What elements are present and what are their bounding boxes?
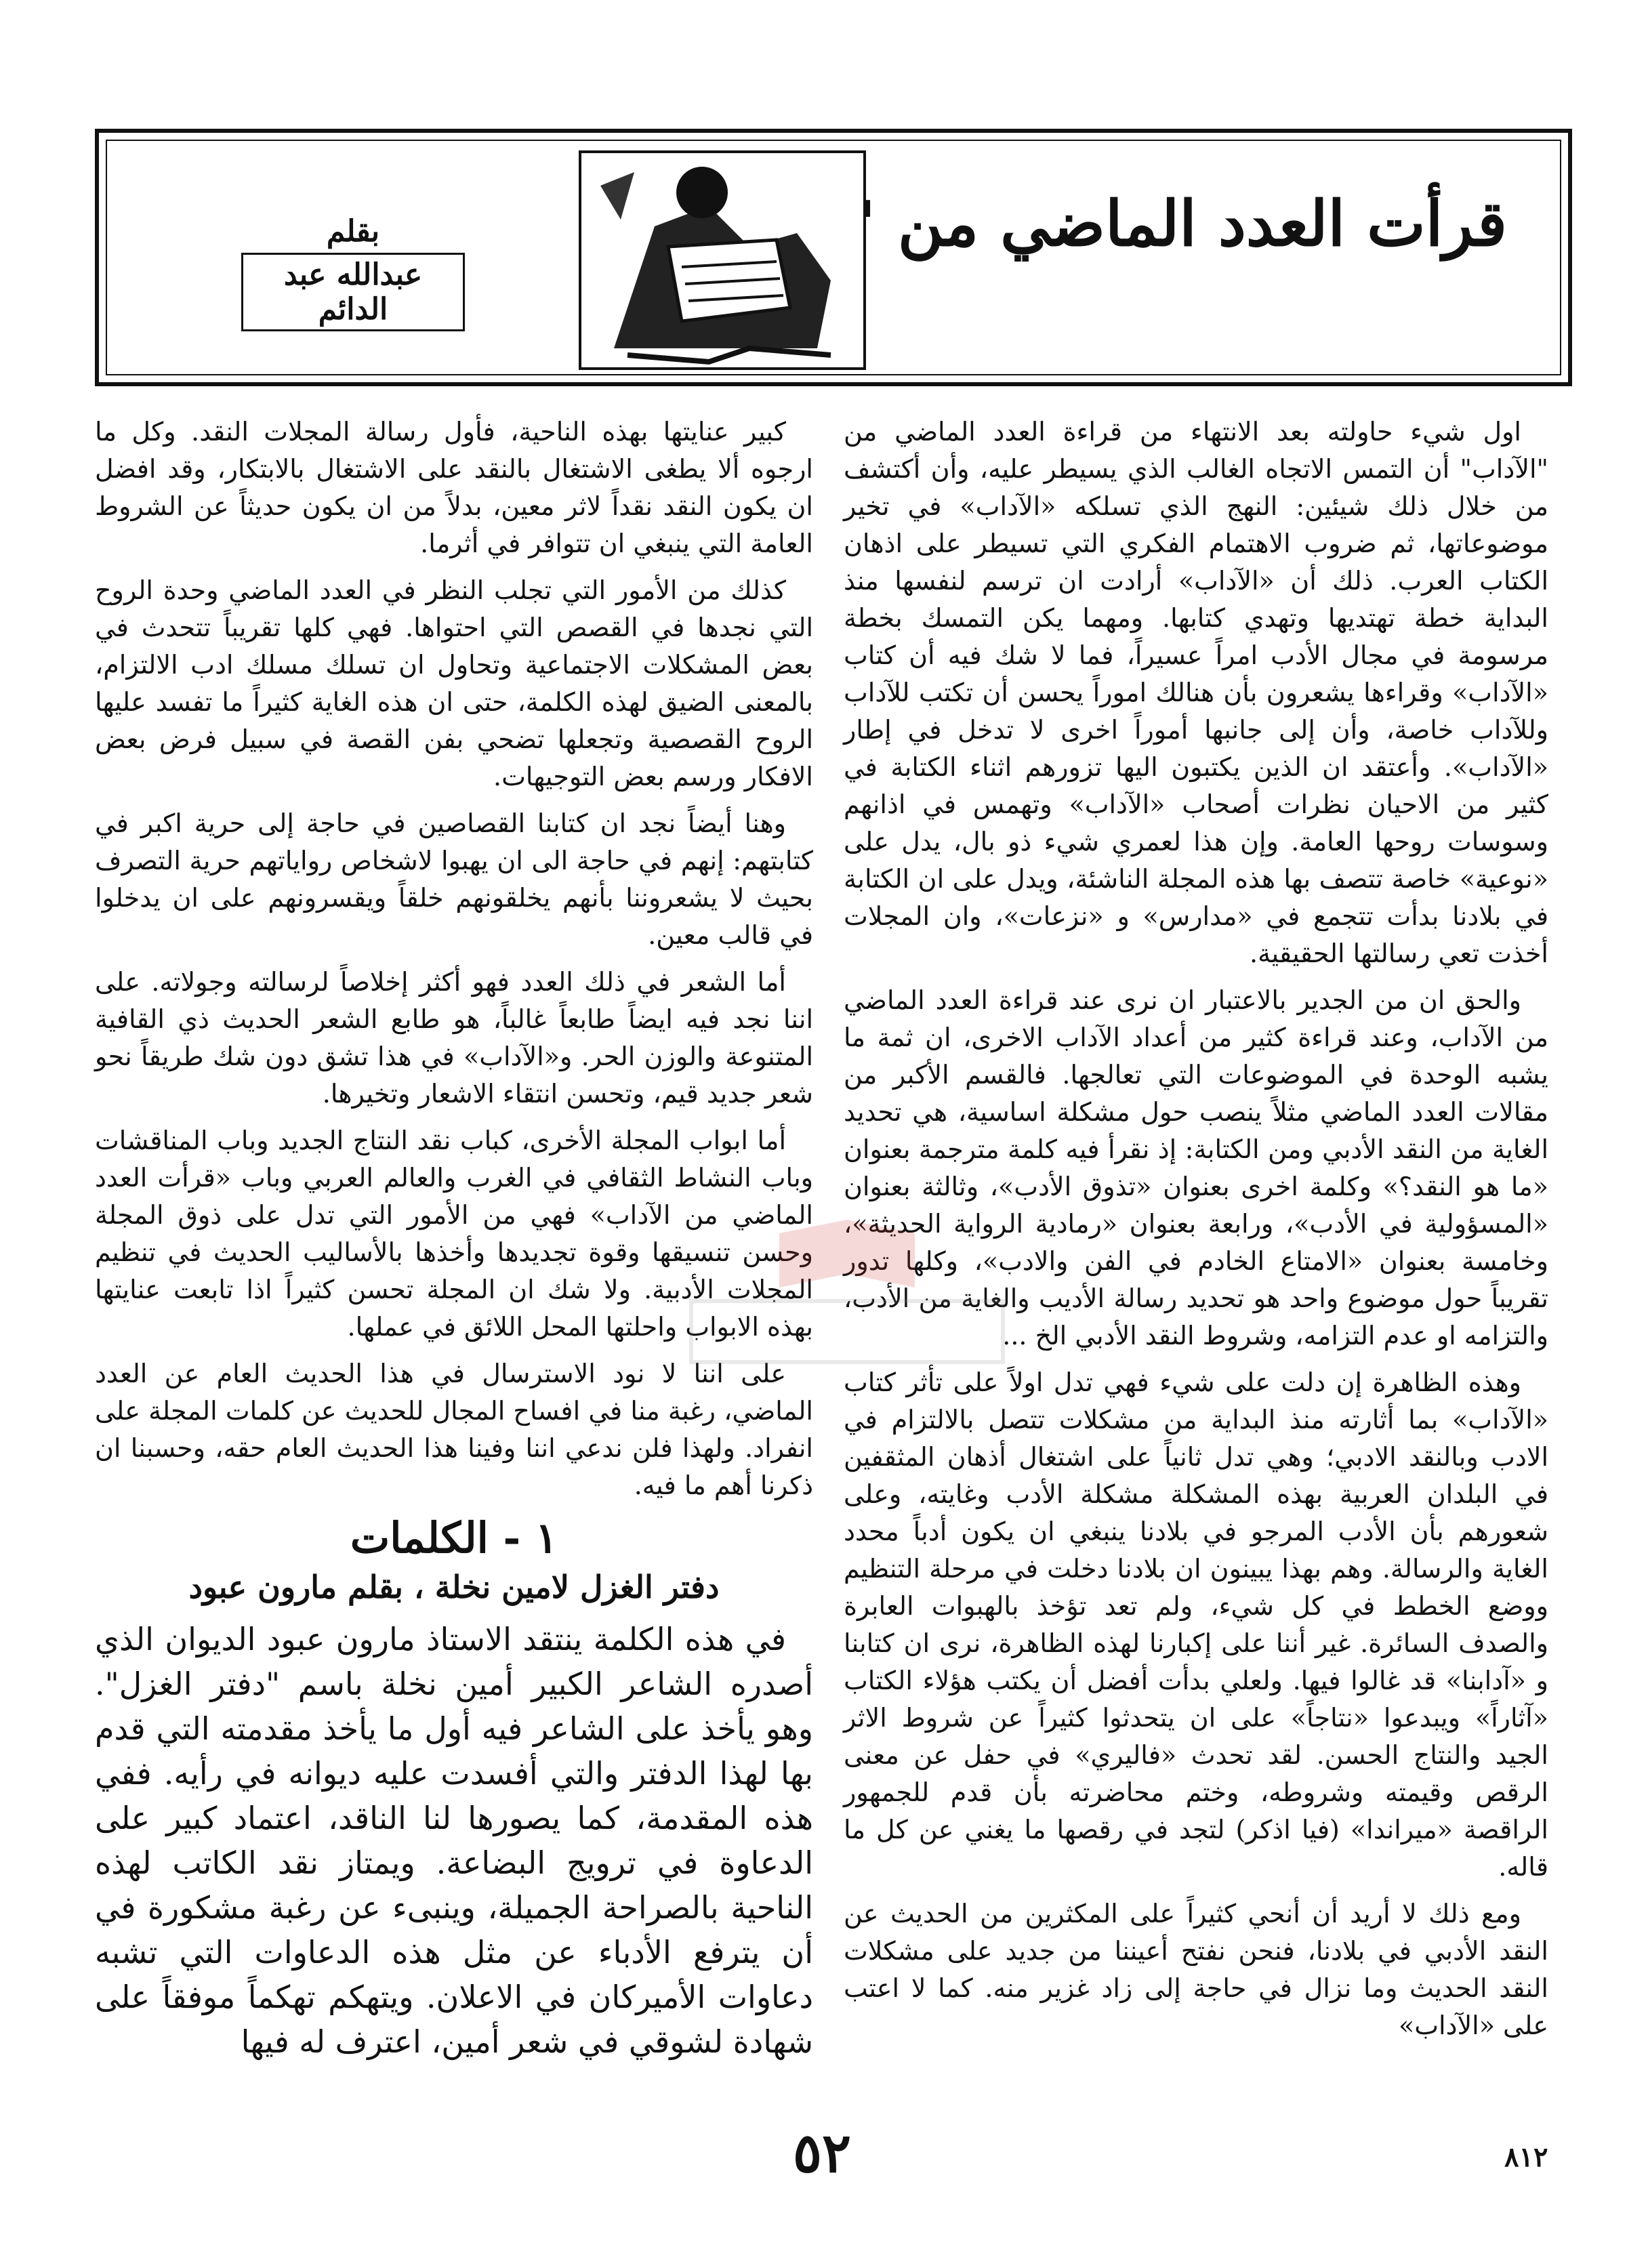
paragraph: اول شيء حاولته بعد الانتهاء من قراءة العدد الماضي من "الآداب" أن التمس الاتجاه الغالب الذي يسيطر عليه، وأن أكتشف من خلال ذلك شيئين: النهج الذي تسلكه «الآداب» في تخير موضوعاتها، ثم ضروب الاهتمام الفكري التي تسيطر على اذهان الكتاب العرب. ذلك أن «الآداب» أرادت ان ترسم لنفسها منذ البداية خطة تهتديها وتهدي كتابها. ومهما يكن التمسك بخطة مرسومة في مجال الأدب امراً عسيراً، فما لا شك فيه أن كتاب «الآداب» وقراءها يشعرون بأن هنالك اموراً يحسن أن تكتب للآداب وللآداب خاصة، وأن إلى جانبها أموراً اخرى لا تدخل في إطار «الآداب». وأعتقد ان الذين يكتبون اليها تزورهم اثناء الكتابة في كثير من الاحيان نظرات أصحاب «الآداب» وتهمس في اذانهم وسوسات روحها العامة. وإن هذا لعمري شيء ذو بال، يدل على «نوعية» خاصة تتصف بها هذه المجلة الناشئة، ويدل على ان الكتابة في بلادنا بدأت تتجمع في «مدارس» و «نزعات»، وان المجلات أخذت تعي رسالتها الحقيقية. <box>844 417 1548 968</box>
paragraph: أما ابواب المجلة الأخرى، كباب نقد النتاج الجديد وباب المناقشات وباب النشاط الثقافي في الغرب والعالم العربي وباب «قرأت العدد الماضي من الآداب» فهي من الأمور التي تدل على ذوق المجلة وحسن تنسيقها وقوة تجديدها وأخذها بالأساليب الحديث في تنظيم المجلات الأدبية. ولا شك ان المجلة تحسن كثيراً اذا تابعت عنايتها بهذه الابواب واحلتها المحل اللائق في عملها. <box>95 1126 813 1342</box>
author-name: عبدالله عبد الدائم <box>241 253 465 331</box>
paragraph: على اننا لا نود الاسترسال في هذا الحديث العام عن العدد الماضي، رغبة منا في افساح المجال للحديث عن كلمات المجلة على انفراد. ولهذا فلن ندعي اننا وفينا هذا الحديث العام حقه، وحسبنا ان ذكرنا أهم ما فيه. <box>95 1359 813 1500</box>
sub-title: دفتر الغزل لامين نخلة ، بقلم مارون عبود <box>188 1569 720 1605</box>
paragraph: كذلك من الأمور التي تجلب النظر في العدد الماضي وحدة الروح التي نجدها في القصص التي احتواها. فهي كلها تقريباً تتحدث في بعض المشكلات الاجتماعية وتحاول ان تسلك مسلك ادب الالتزام، بالمعنى الضيق لهذه الكلمة، حتى ان هذه الغاية كثيراً ما تفسد عليها الروح القصصية وتجعلها تضحي بفن القصة في سبيل فرض بعض الافكار ورسم بعض التوجيهات. <box>95 575 813 791</box>
right-column <box>844 413 1548 2054</box>
folio-number: ٨١٢ <box>1504 2141 1548 2173</box>
paragraph: في هذه الكلمة ينتقد الاستاذ مارون عبود الديوان الذي أصدره الشاعر الكبير أمين نخلة باسم "دفتر الغزل". وهو يأخذ على الشاعر فيه أول ما يأخذ مقدمته التي قدم بها لهذا الدفتر والتي أفسدت عليه ديوانه في رأيه. ففي هذه المقدمة، كما يصورها لنا الناقد، اعتماد كبير على الدعاوة في ترويج البضاعة. ويمتاز نقد الكاتب لهذه الناحية بالصراحة الجميلة، وينبىء عن رغبة مشكورة في أن يترفع الأدباء عن مثل هذه الدعاوات التي تشبه دعاوات الأميركان في الاعلان. ويتهكم تهكماً موفقاً على شهادة لشوقي في شعر أمين، اعترف له فيها <box>95 1621 813 2060</box>
section-title: ١ - الكلمات <box>350 1513 558 1563</box>
paragraph: وهذه الظاهرة إن دلت على شيء فهي تدل اولاً على تأثر كتاب «الآداب» بما أثارته منذ البداية من مشكلات تتصل بالالتزام في الادب وبالنقد الادبي؛ وهي تدل ثانياً على اشتغال أذهان المثقفين في البلدان العربية بهذه المشكلة مشكلة الأدب وغايته، وعلى شعورهم بأن الأدب المرجو في بلادنا ينبغي ان يكون أدباً محدد الغاية والرسالة. وهم بهذا يبينون ان بلادنا دخلت في مرحلة التنظيم ووضع الخطط في كل شيء، ولم تعد تؤخذ بالهبوات العابرة والصدف السائرة. غير أننا على إكبارنا لهذه الظاهرة، نرى ان كتابنا و «آدابنا» قد غالوا فيها. ولعلي بدأت أفضل أن يكتب هؤلاء الكتاب «آثاراً» ويبدعوا «نتاجاً» على ان يتحدثوا كثيراً عن شروط الاثر الجيد والنتاج الحسن. لقد تحدث «فاليري» في حفل عن معنى الرقص وقيمته وشروطه، وختم محاضرته بأن قدم للجمهور الراقصة «ميراندا» (فيا اذكر) لتجد في رقصها ما يغني عن كل ما قاله. <box>844 1367 1548 1882</box>
article-title: قرأت العدد الماضي من "الآداب" <box>652 187 1507 260</box>
byline <box>241 214 465 327</box>
paragraph: كبير عنايتها بهذه الناحية، فأول رسالة المجلات النقد. وكل ما ارجوه ألا يطغى الاشتغال بالنقد على الاشتغال بالابتكار، وقد افضل ان يكون النقد نقداً لاثر معين، بدلاً من ان يكون حديثاً عن الشروط العامة التي ينبغي ان تتوافر في أثرما. <box>95 417 813 558</box>
article-header <box>95 129 1572 386</box>
page-number: ٥٢ <box>793 2121 851 2185</box>
paragraph: أما الشعر في ذلك العدد فهو أكثر إخلاصاً لرسالته وجولاته. على اننا نجد فيه ايضاً طابعاً غالباً، هو طابع الشعر الحديث ذي القافية المتنوعة والوزن الحر. و«الآداب» في هذا تشق دون شك طريقاً نحو شعر جديد قيم، وتحسن انتقاء الاشعار وتخيرها. <box>95 967 813 1109</box>
paragraph: ومع ذلك لا أريد أن أنحي كثيراً على المكثرين من الحديث عن النقد الأدبي في بلادنا، فنحن نفتح أعيننا من جديد على مشكلات النقد الحديث وما نزال في حاجة إلى زاد غزير منه. كما لا اعتب على «الآداب» <box>844 1899 1548 2040</box>
reading-man-illustration <box>573 145 871 375</box>
paragraph: والحق ان من الجدير بالاعتبار ان نرى عند قراءة العدد الماضي من الآداب، وعند قراءة كثير من أعداد الآداب الاخرى، ان ثمة ما يشبه الوحدة في الموضوعات التي تعالجها. فالقسم الأكبر من مقالات العدد الماضي مثلاً ينصب حول مشكلة اساسية، هي تحديد الغاية من النقد الأدبي ومن الكتابة: إذ نقرأ فيه كلمة مترجمة بعنوان «ما هو النقد؟» وكلمة اخرى بعنوان «تذوق الأدب»، وثالثة بعنوان «المسؤولية في الأدب»، ورابعة بعنوان «رمادية الرواية الحديثة»، وخامسة بعنوان «الامتاع الخادم في الفن والادب»، وكلها تدور تقريباً حول موضوع واحد هو تحديد رسالة الأديب والغاية من الأدب، والتزامه او عدم التزامه، وشروط النقد الأدبي الخ ... <box>844 985 1548 1351</box>
paragraph: وهنا أيضاً نجد ان كتابنا القصاصين في حاجة إلى حرية اكبر في كتابتهم: إنهم في حاجة الى ان يهبوا لاشخاص رواياتهم حرية التصرف بحيث لا يشعروننا بأنهم يخلقونهم خلقاً ويقسرونهم على ان يدخلوا في قالب معين. <box>95 808 813 950</box>
byline-label: بقلم <box>326 214 380 249</box>
left-column <box>95 413 813 2074</box>
